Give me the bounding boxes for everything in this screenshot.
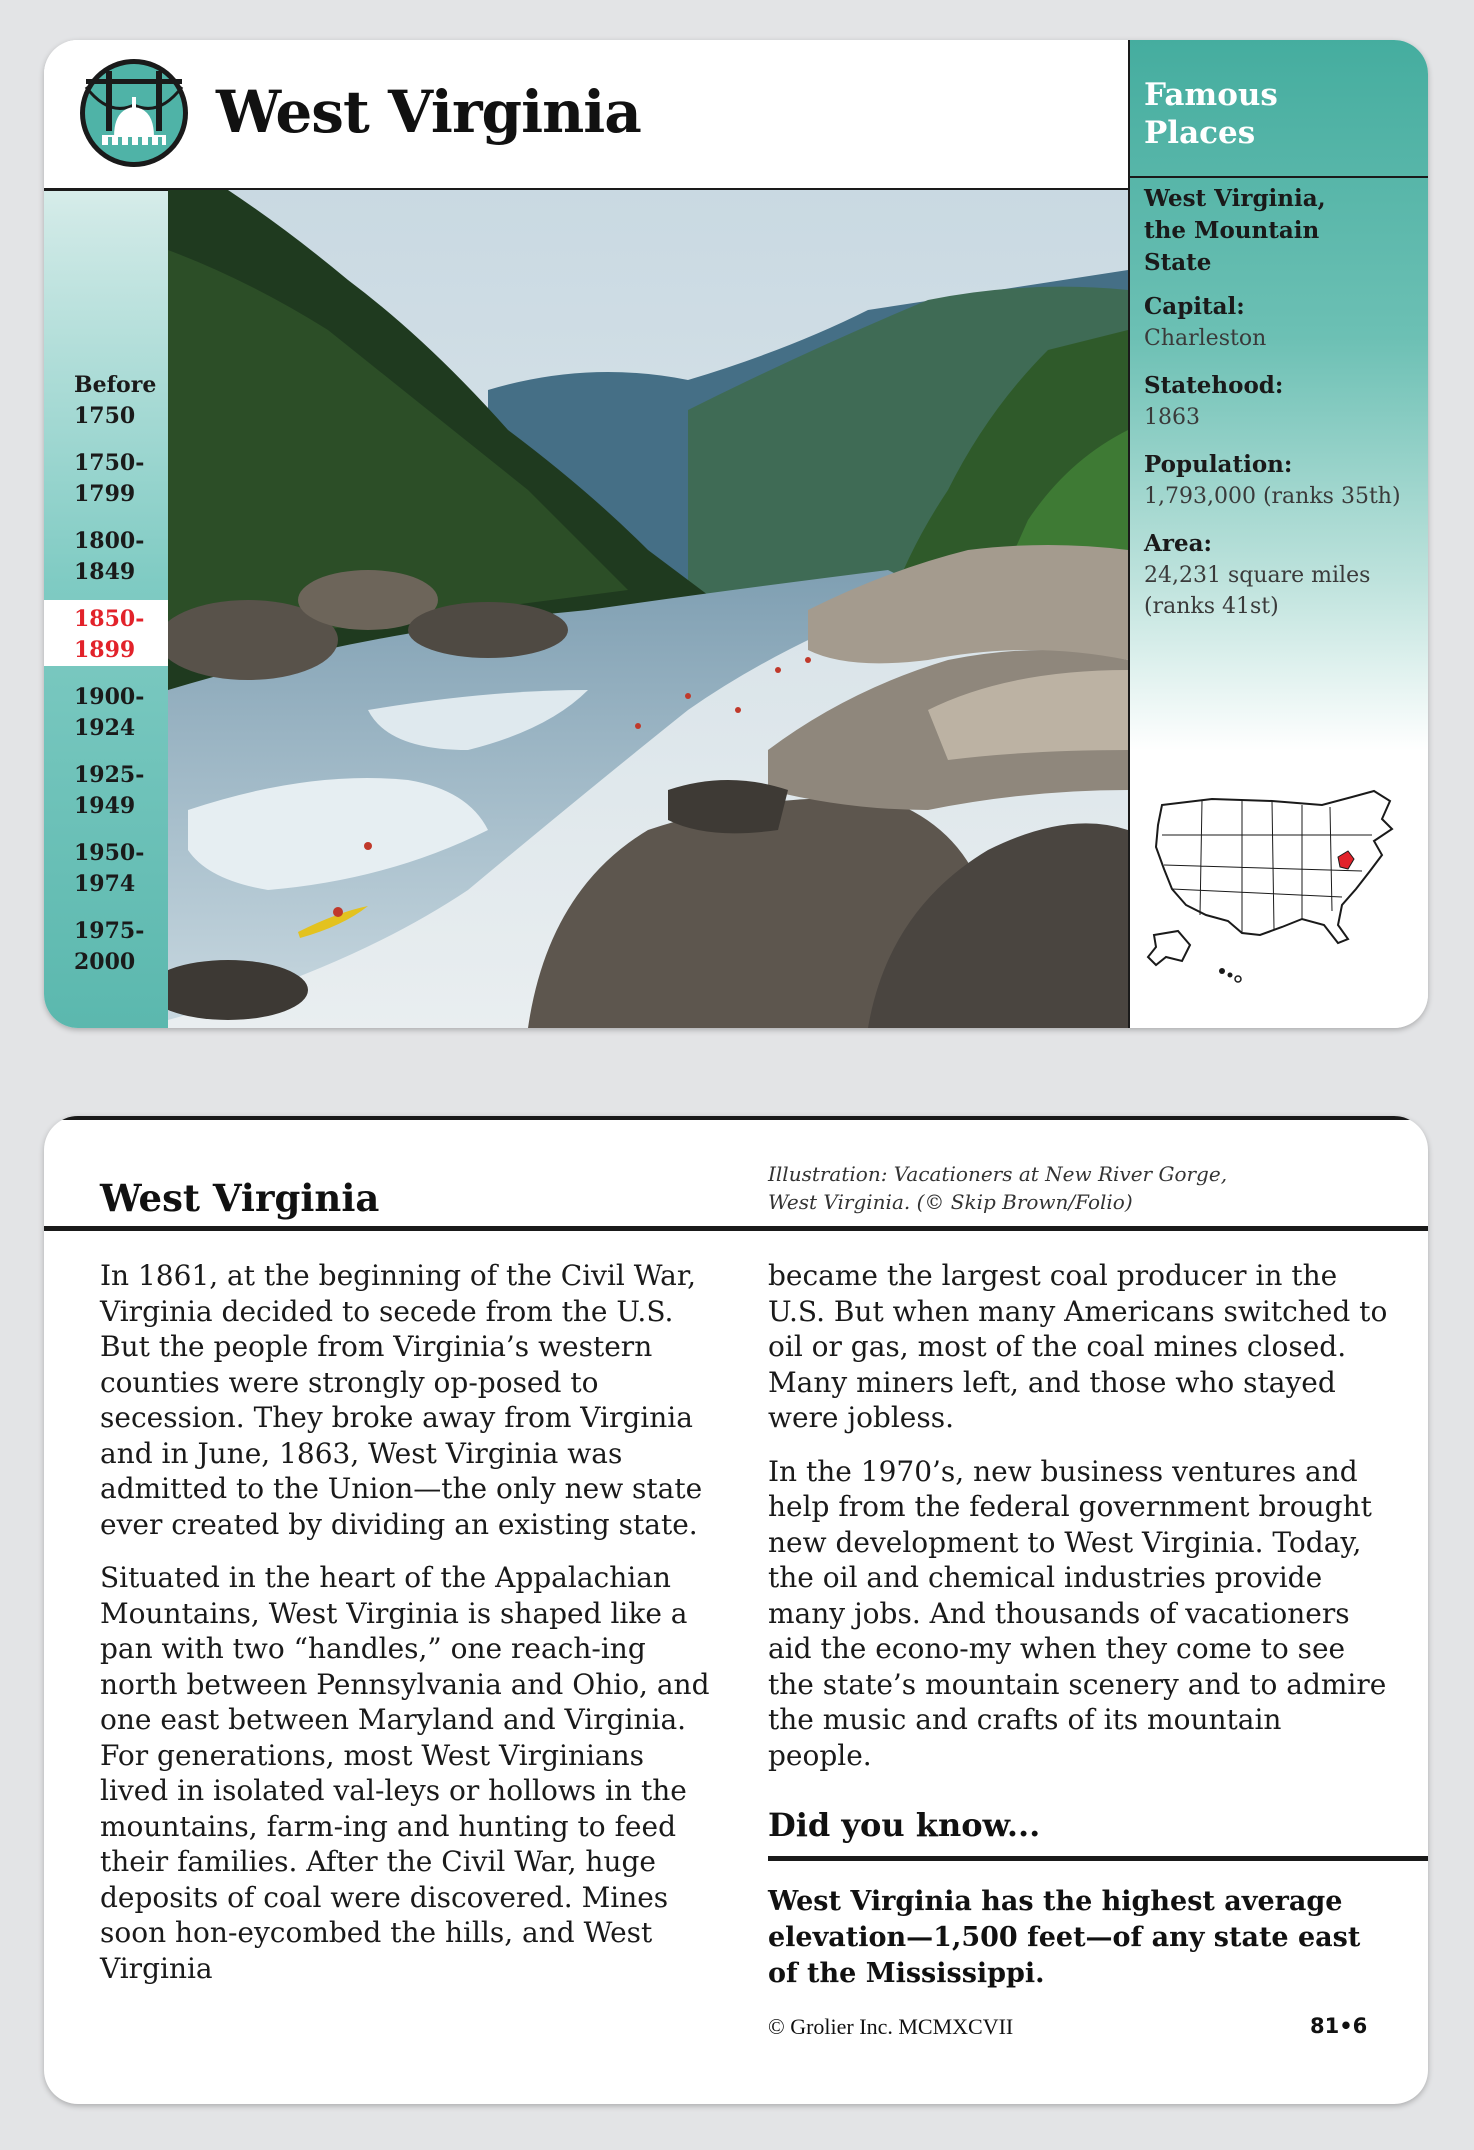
fact-value-statehood: 1863 <box>1144 405 1200 430</box>
back-title: West Virginia <box>100 1176 380 1220</box>
top-divider <box>44 1116 1428 1120</box>
copyright: © Grolier Inc. MCMXCVII <box>768 2014 1014 2039</box>
body-column-right <box>768 1258 1388 1791</box>
facts-sidebar <box>1128 40 1428 1028</box>
sidebar-heading: Famous Places <box>1144 77 1278 151</box>
fact-title-population: Population: <box>1144 451 1293 478</box>
timeline-era-active: 1850- 1899 <box>44 600 168 666</box>
bridge-capitol-icon <box>78 57 190 169</box>
fact-value-population: 1,793,000 (ranks 35th) <box>1144 484 1401 509</box>
timeline-era: 1925- 1949 <box>74 762 145 819</box>
fact-title-area: Area: <box>1144 530 1212 557</box>
front-title: West Virginia <box>216 78 641 146</box>
card-number: 81•6 <box>1310 2014 1368 2038</box>
body-column-left <box>100 1258 716 2004</box>
did-you-know-text: West Virginia has the highest average elevation—1,500 feet—of any state east of the Mississippi. <box>768 1886 1361 1989</box>
front-card <box>44 40 1428 1028</box>
us-map-icon <box>1142 785 1412 995</box>
front-header <box>44 40 1128 191</box>
body-paragraph: became the largest coal producer in the U.S. But when many Americans switched to oil or gas, most of the coal mines closed. Many miners left, and those who stayed were jobless. <box>768 1259 1388 1434</box>
timeline-era: 1950- 1974 <box>74 840 145 897</box>
illustration-credit: Illustration: Vacationers at New River Gorge, West Virginia. (© Skip Brown/Folio) <box>768 1162 1228 1214</box>
body-paragraph: In the 1970’s, new business ventures and help from the federal government brought new development to West Virginia. Today, the oil and chemical industries provide many jobs. And thousands of vacationers aid the econo-my when they come to see the state’s mountain scenery and to admire the music and crafts of its mountain people. <box>768 1454 1387 1772</box>
timeline-era: 1900- 1924 <box>74 684 145 741</box>
body-paragraph: Situated in the heart of the Appalachian Mountains, West Virginia is shaped like a pan with two “handles,” one reach-ing north between Pennsylvania and Ohio, and one east between Maryland and Virginia. For generations, most West Virginians lived in isolated val-leys or hollows in the mountains, farm-ing and hunting to feed their families. After the Civil War, huge deposits of coal were discovered. Mines soon hon-eycombed the hills, and West Virginia <box>100 1561 710 1985</box>
timeline-era: 1800- 1849 <box>74 528 145 585</box>
state-nickname: West Virginia, the Mountain State <box>1144 185 1326 276</box>
timeline-era: Before 1750 <box>74 372 157 429</box>
timeline-era: 1750- 1799 <box>74 450 145 507</box>
fact-title-capital: Capital: <box>1144 293 1245 320</box>
timeline <box>44 366 168 990</box>
body-paragraph: In 1861, at the beginning of the Civil War, Virginia decided to secede from the U.S. But the people from Virginia’s western counties were strongly op-posed to secession. They broke away from Virginia and in June, 1863, West Virginia was admitted to the Union—the only new state ever created by dividing an existing state. <box>100 1259 703 1541</box>
river-gorge-photo <box>168 190 1128 1028</box>
fact-value-capital: Charleston <box>1144 326 1267 351</box>
did-you-know-heading: Did you know... <box>768 1806 1041 1844</box>
header-divider <box>44 1226 1428 1231</box>
back-card <box>44 1116 1428 2104</box>
did-you-know-divider <box>768 1856 1428 1861</box>
fact-title-statehood: Statehood: <box>1144 372 1284 399</box>
fact-value-area: 24,231 square miles (ranks 41st) <box>1144 563 1371 619</box>
facts-list <box>1144 183 1420 638</box>
timeline-era: 1975- 2000 <box>74 918 145 975</box>
sidebar-divider <box>1130 176 1428 178</box>
